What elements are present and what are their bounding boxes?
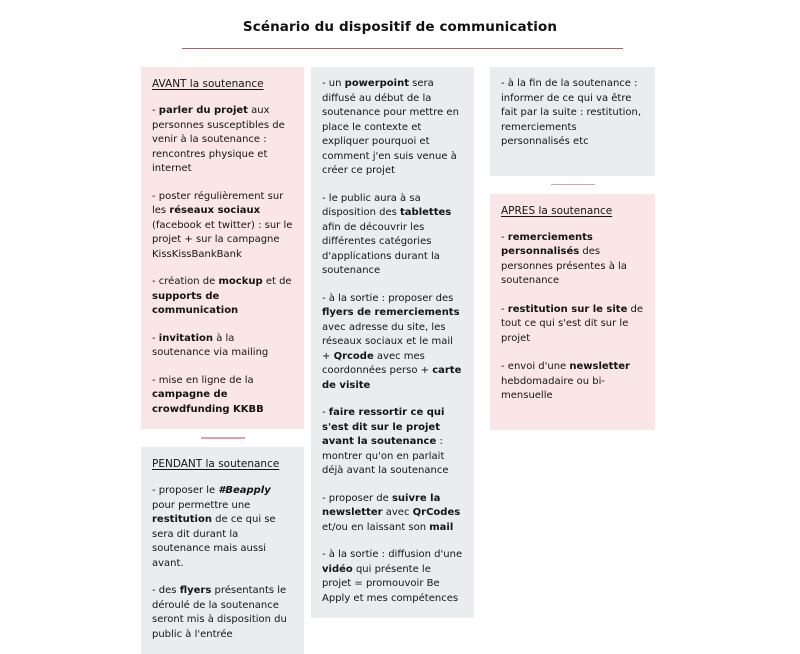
text-run: (facebook et twitter) : sur le projet + sur la campagne KissKissBankBank	[152, 219, 293, 260]
emphasis-bold: newsletter	[569, 361, 630, 373]
text-run: aux personnes susceptibles de venir à la soutenance : rencontres physique et internet	[152, 105, 285, 175]
divider-rule	[551, 184, 595, 186]
text-run: - proposer de	[322, 492, 392, 504]
text-run: de tout ce qui s'est dit sur le projet	[501, 303, 644, 344]
box-apres	[490, 194, 655, 430]
text-run: présentants le déroulé de la soutenance seront mis à disposition du public à l'entrée	[152, 585, 287, 640]
emphasis-bold: supports de communication	[152, 290, 239, 317]
text-run: - à la sortie : diffusion d'une	[322, 549, 463, 560]
box-col3-fin	[490, 67, 655, 176]
emphasis-bold: flyers de remerciements	[322, 307, 460, 318]
box-apres-heading: APRES la soutenance	[501, 204, 613, 217]
text-run: hebdomadaire ou bi-mensuelle	[501, 375, 606, 402]
text-run: -	[152, 105, 159, 117]
bullet-item	[322, 492, 463, 536]
title-underline-rule	[182, 48, 623, 49]
bullet-item	[501, 303, 644, 347]
text-run: -	[152, 332, 159, 344]
emphasis-bold: restitution	[152, 514, 212, 526]
text-run: avec mes coordonnées perso +	[322, 350, 433, 376]
page-title: Scénario du dispositif de communication	[242, 19, 558, 35]
emphasis-bold: invitation	[158, 332, 214, 344]
emphasis-bold: suivre la newsletter	[322, 492, 441, 518]
emphasis-bold: parler du projet	[158, 105, 248, 117]
emphasis-bold: QrCodes	[412, 507, 461, 518]
text-run: - envoi d'une	[501, 361, 570, 373]
text-run: - des	[152, 585, 180, 597]
text-run: -	[501, 231, 508, 243]
emphasis-bold: carte de visite	[322, 365, 462, 391]
text-run: qui présente le projet = promouvoir Be Apply et mes compétences	[322, 563, 459, 604]
emphasis-bold: vidéo	[322, 563, 353, 575]
emphasis-bold: powerpoint	[344, 78, 409, 89]
text-run: : montrer qu'on en parlait déjà avant la soutenance	[322, 436, 449, 476]
column-pendant-detail	[311, 67, 474, 618]
text-run: à la soutenance via mailing	[152, 332, 269, 359]
emphasis-bold: mockup	[218, 276, 263, 288]
text-run: -	[322, 407, 329, 418]
emphasis-bold-italic: #Beapply	[218, 485, 271, 497]
emphasis-bold: flyers	[179, 585, 212, 597]
text-run: - proposer le	[152, 485, 219, 497]
text-run: -	[501, 303, 508, 315]
emphasis-bold: campagne de crowdfunding KKBB	[152, 389, 264, 415]
text-run: avec	[382, 507, 413, 518]
bullet-item	[322, 406, 463, 479]
bullet-item	[152, 190, 293, 263]
box-col2-main	[311, 67, 474, 618]
bullet-item	[152, 584, 293, 642]
emphasis-bold: restitution sur le site	[507, 303, 628, 315]
bullet-item	[322, 77, 463, 179]
text-run: - un	[322, 78, 345, 89]
text-run: et/ou en laissant son	[322, 521, 430, 533]
section-divider	[490, 176, 655, 194]
section-divider	[141, 429, 304, 447]
text-run: - mise en ligne de la	[152, 374, 254, 386]
emphasis-bold: Qrcode	[333, 350, 374, 362]
text-run: avec adresse du site, les réseaux sociaux et le mail +	[322, 321, 453, 362]
text-run: de ce qui se sera dit durant la soutenance mais aussi avant.	[152, 514, 276, 569]
bullet-item	[322, 192, 463, 279]
bullet-item	[322, 292, 463, 394]
text-run: afin de découvrir les différentes catégories d'applications durant la soutenance	[322, 221, 440, 276]
bullet-item	[152, 275, 293, 319]
bullet-item	[152, 104, 293, 177]
text-run: des personnes présentes à la soutenance	[501, 246, 627, 287]
emphasis-bold: mail	[429, 521, 454, 533]
box-avant	[141, 67, 304, 429]
bullet-item	[322, 548, 463, 606]
box-pendant	[141, 447, 304, 654]
divider-rule	[201, 437, 245, 439]
bullet-item	[501, 77, 644, 150]
emphasis-bold: faire ressortir ce qui s'est dit sur le projet avant la soutenance	[322, 407, 445, 447]
text-run: - à la sortie : proposer des	[322, 292, 454, 304]
box-pendant-heading: PENDANT la soutenance	[152, 458, 280, 471]
column-apres	[490, 67, 655, 430]
emphasis-bold: réseaux sociaux	[169, 205, 261, 217]
bullet-item	[501, 360, 644, 404]
bullet-item	[152, 484, 293, 571]
text-run: - création de	[152, 276, 219, 288]
text-run: - poster régulièrement sur les	[152, 190, 284, 217]
text-run: - à la fin de la soutenance : informer de ce qui va être fait par la suite : restitution, remerciements personnalisés etc	[501, 78, 642, 147]
text-run: et de	[262, 276, 292, 288]
emphasis-bold: tablettes	[400, 207, 452, 218]
text-run: pour permettre une	[152, 499, 251, 511]
box-avant-heading: AVANT la soutenance	[152, 78, 264, 90]
bullet-item	[152, 332, 293, 361]
text-run: - le public aura à sa disposition des	[322, 192, 421, 218]
bullet-item	[152, 374, 293, 418]
text-run: sera diffusé au début de la soutenance pour mettre en place le contexte et expliquer pourquoi et comment j'en suis venue à créer ce projet	[322, 78, 459, 176]
bullet-item	[501, 231, 644, 289]
emphasis-bold: remerciements personnalisés	[501, 231, 593, 258]
